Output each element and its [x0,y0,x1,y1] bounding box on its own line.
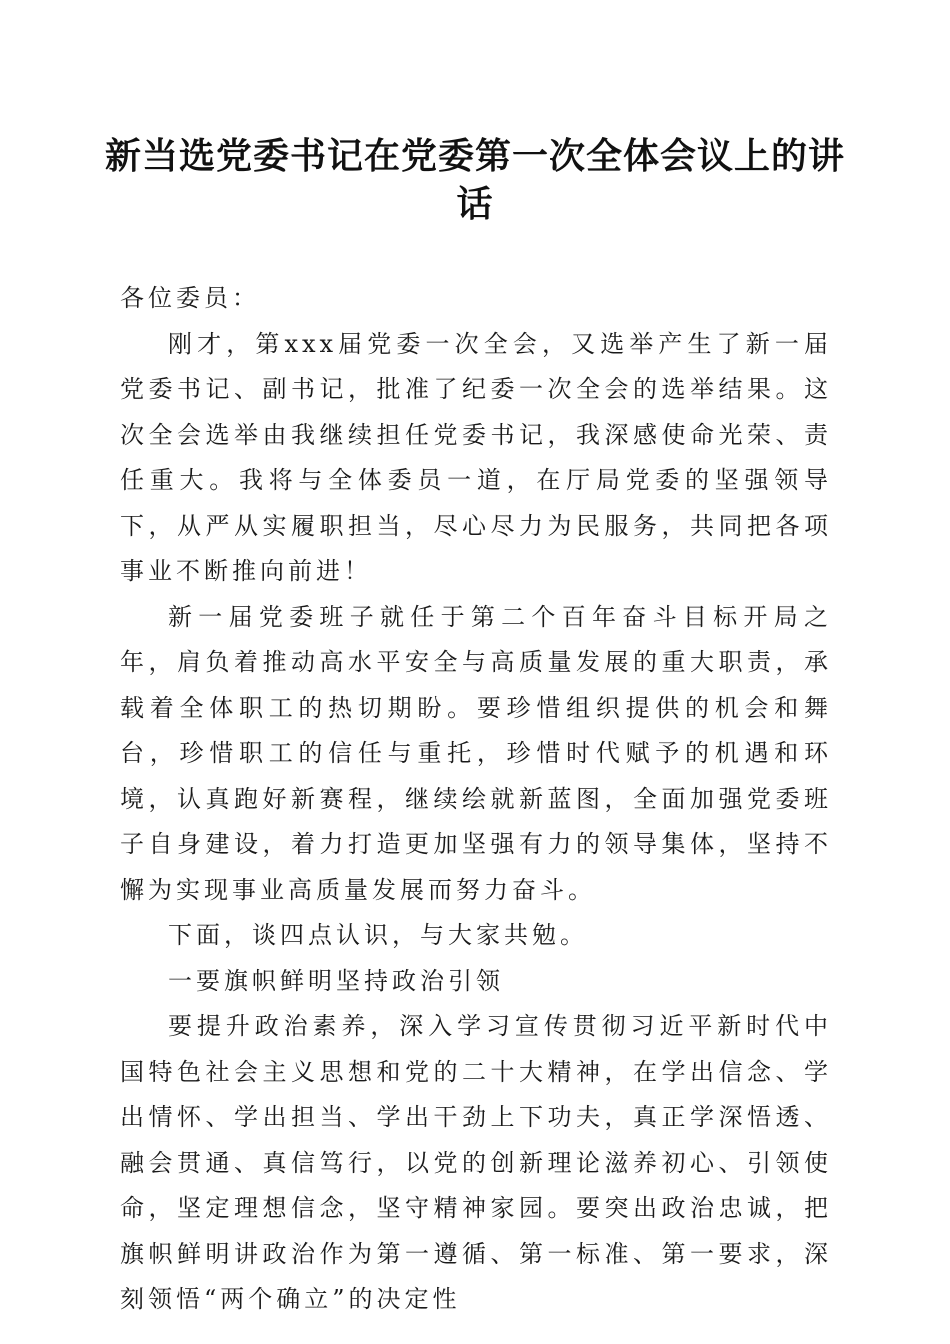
paragraph-1: 刚才，第xxx届党委一次全会，又选举产生了新一届党委书记、副书记，批准了纪委一次全会的选举结果。这次全会选举由我继续担任党委书记，我深感使命光荣、责任重大。我将与全体委员一道，在厅局党委的坚强领导下，从严从实履职担当，尽心尽力为民服务，共同把各项事业不断推向前进！ [120,329,832,585]
section-paragraph: 要提升政治素养，深入学习宣传贯彻习近平新时代中国特色社会主义思想和党的二十大精神，在学出信念、学出情怀、学出担当、学出干劲上下功夫，真正学深悟透、融会贯通、真信笃行，以党的创新理论滋养初心、引领使命，坚定理想信念，坚守精神家园。要突出政治忠诚，把旗帜鲜明讲政治作为第一遵循、第一标准、第一要求，深刻领悟“两个确立”的决定性 [120,1012,832,1313]
document-body [120,276,832,1323]
salutation: 各位委员： [120,284,260,312]
section-heading: 一要旗帜鲜明坚持政治引领 [168,966,504,995]
paragraph-2: 新一届党委班子就任于第二个百年奋斗目标开局之年，肩负着推动高水平安全与高质量发展的重大职责，承载着全体职工的热切期盼。要珍惜组织提供的机会和舞台，珍惜职工的信任与重托，珍惜时代赋予的机遇和环境，认真跑好新赛程，继续绘就新蓝图，全面加强党委班子自身建设，着力打造更加坚强有力的领导集体，坚持不懈为实现事业高质量发展而努力奋斗。 [120,602,832,904]
document-title: 新当选党委书记在党委第一次全体会议上的讲话 [104,135,845,225]
paragraph-3: 下面，谈四点认识，与大家共勉。 [168,921,588,949]
